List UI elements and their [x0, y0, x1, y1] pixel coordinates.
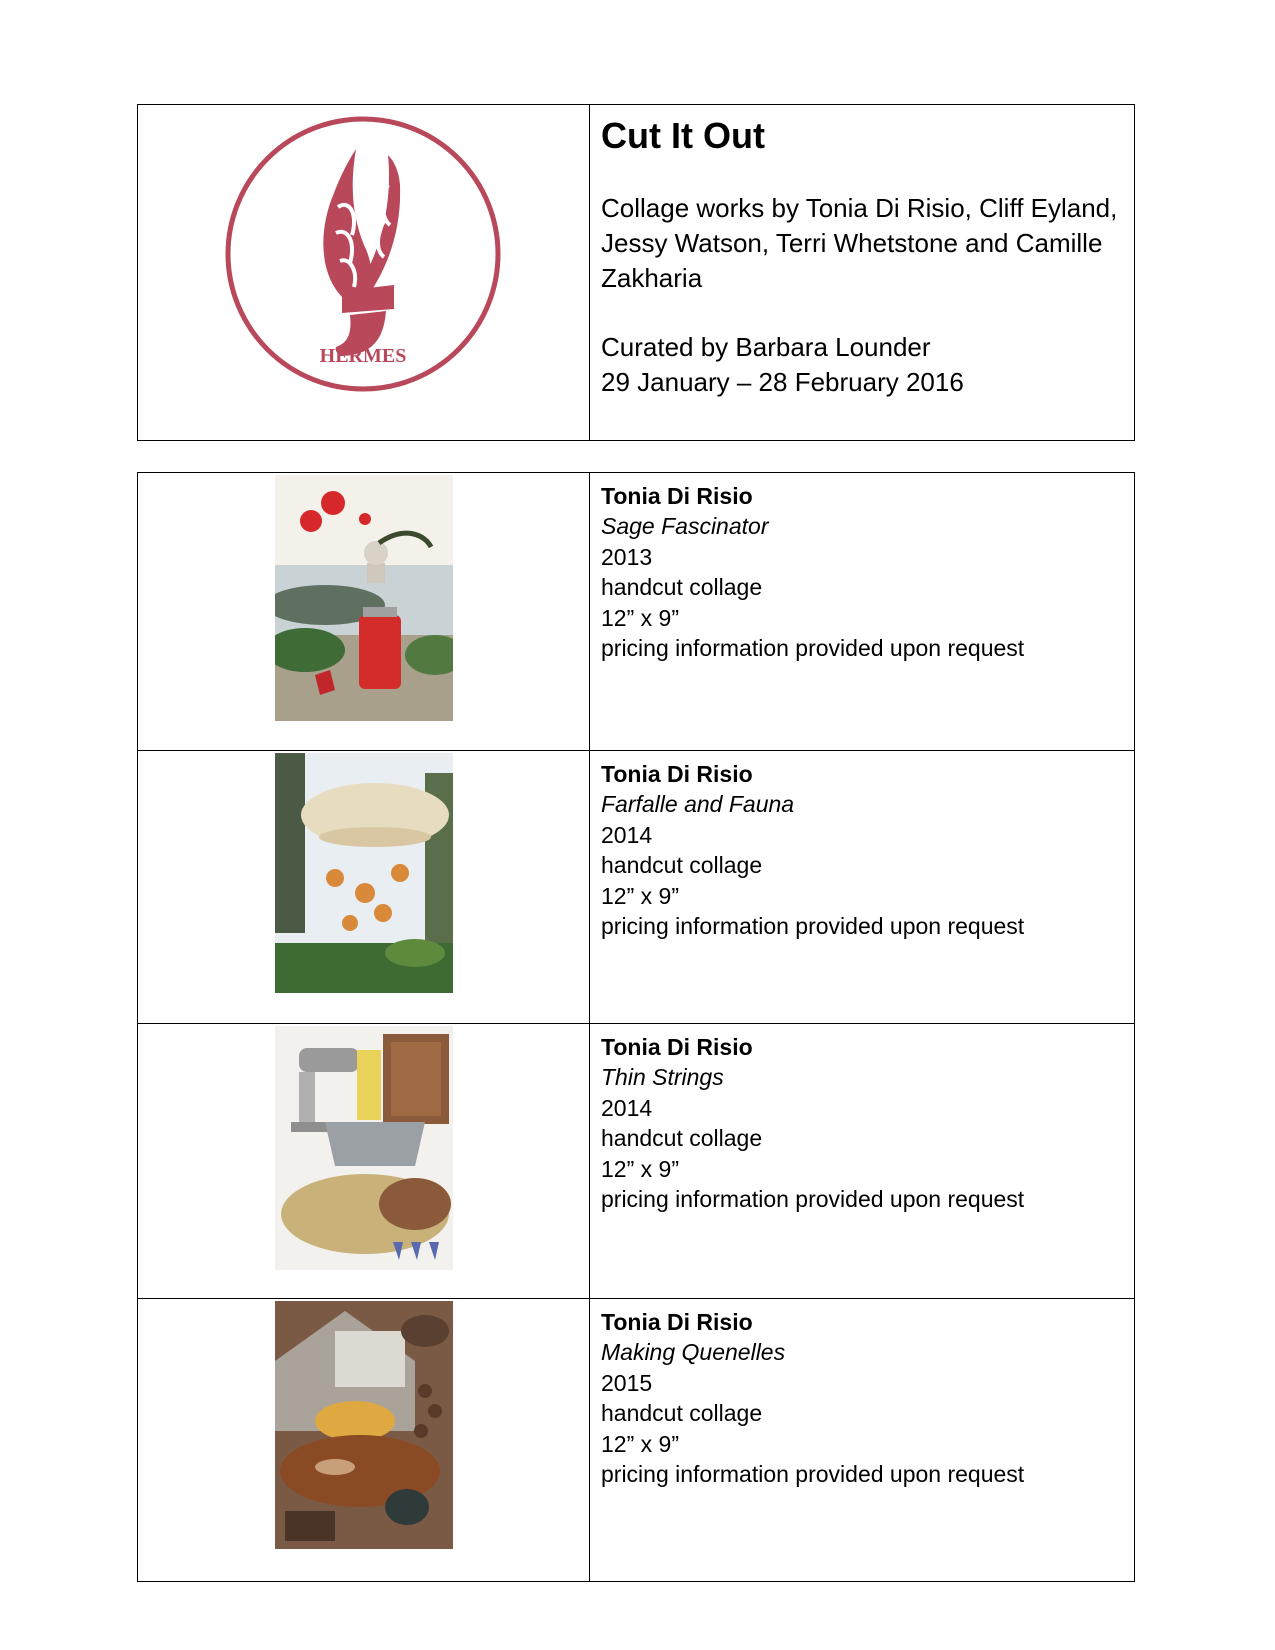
artwork-title: Thin Strings	[601, 1064, 724, 1090]
artwork-size: 12” x 9”	[601, 882, 679, 909]
logo-text: HERMES	[319, 345, 407, 367]
artist-name: Tonia Di Risio	[601, 761, 753, 787]
artwork-size: 12” x 9”	[601, 1155, 679, 1182]
logo-cell	[138, 105, 590, 440]
artist-name: Tonia Di Risio	[601, 1309, 753, 1335]
work-row	[138, 1023, 1134, 1298]
artwork-image-cell	[138, 751, 590, 1023]
artwork-thumbnail	[275, 753, 453, 993]
artwork-info-cell	[590, 1024, 1134, 1298]
artwork-medium: handcut collage	[601, 1400, 763, 1426]
artwork-medium: handcut collage	[601, 574, 763, 600]
artwork-thumbnail	[275, 1026, 453, 1270]
artwork-image-cell	[138, 1299, 590, 1581]
header-row	[138, 105, 1134, 440]
artwork-title: Sage Fascinator	[601, 513, 769, 539]
artwork-year: 2014	[601, 821, 653, 848]
artwork-info-cell	[590, 751, 1134, 1023]
artwork-pricing: pricing information provided upon request	[601, 913, 1025, 939]
header-info-cell	[590, 105, 1134, 440]
artist-name: Tonia Di Risio	[601, 483, 753, 509]
artwork-medium: handcut collage	[601, 852, 763, 878]
artwork-pricing: pricing information provided upon request	[601, 1186, 1025, 1212]
artwork-pricing: pricing information provided upon request	[601, 1461, 1025, 1487]
artwork-image-cell	[138, 473, 590, 750]
artwork-year: 2015	[601, 1369, 653, 1396]
exhibition-title: Cut It Out	[601, 115, 765, 156]
artwork-title: Farfalle and Fauna	[601, 791, 795, 817]
artwork-info-cell	[590, 1299, 1134, 1581]
artwork-year: 2013	[601, 543, 653, 570]
exhibition-dates: 29 January – 28 February 2016	[601, 367, 964, 397]
artwork-thumbnail	[275, 1301, 453, 1549]
artwork-image-cell	[138, 1024, 590, 1298]
artwork-title: Making Quenelles	[601, 1339, 786, 1365]
header-table	[137, 104, 1135, 441]
artwork-pricing: pricing information provided upon request	[601, 635, 1025, 661]
artwork-size: 12” x 9”	[601, 604, 679, 631]
work-row	[138, 1298, 1134, 1581]
works-table	[137, 472, 1135, 1582]
artwork-medium: handcut collage	[601, 1125, 763, 1151]
exhibition-description: Collage works by Tonia Di Risio, Cliff Eyland, Jessy Watson, Terri Whetstone and Camille Zakharia	[601, 193, 1118, 293]
work-row	[138, 750, 1134, 1023]
artwork-year: 2014	[601, 1094, 653, 1121]
artwork-thumbnail	[275, 475, 453, 721]
artwork-info-cell	[590, 473, 1134, 750]
artwork-size: 12” x 9”	[601, 1430, 679, 1457]
artist-name: Tonia Di Risio	[601, 1034, 753, 1060]
hermes-logo	[224, 115, 502, 393]
work-row	[138, 473, 1134, 750]
curator-line: Curated by Barbara Lounder	[601, 332, 931, 362]
